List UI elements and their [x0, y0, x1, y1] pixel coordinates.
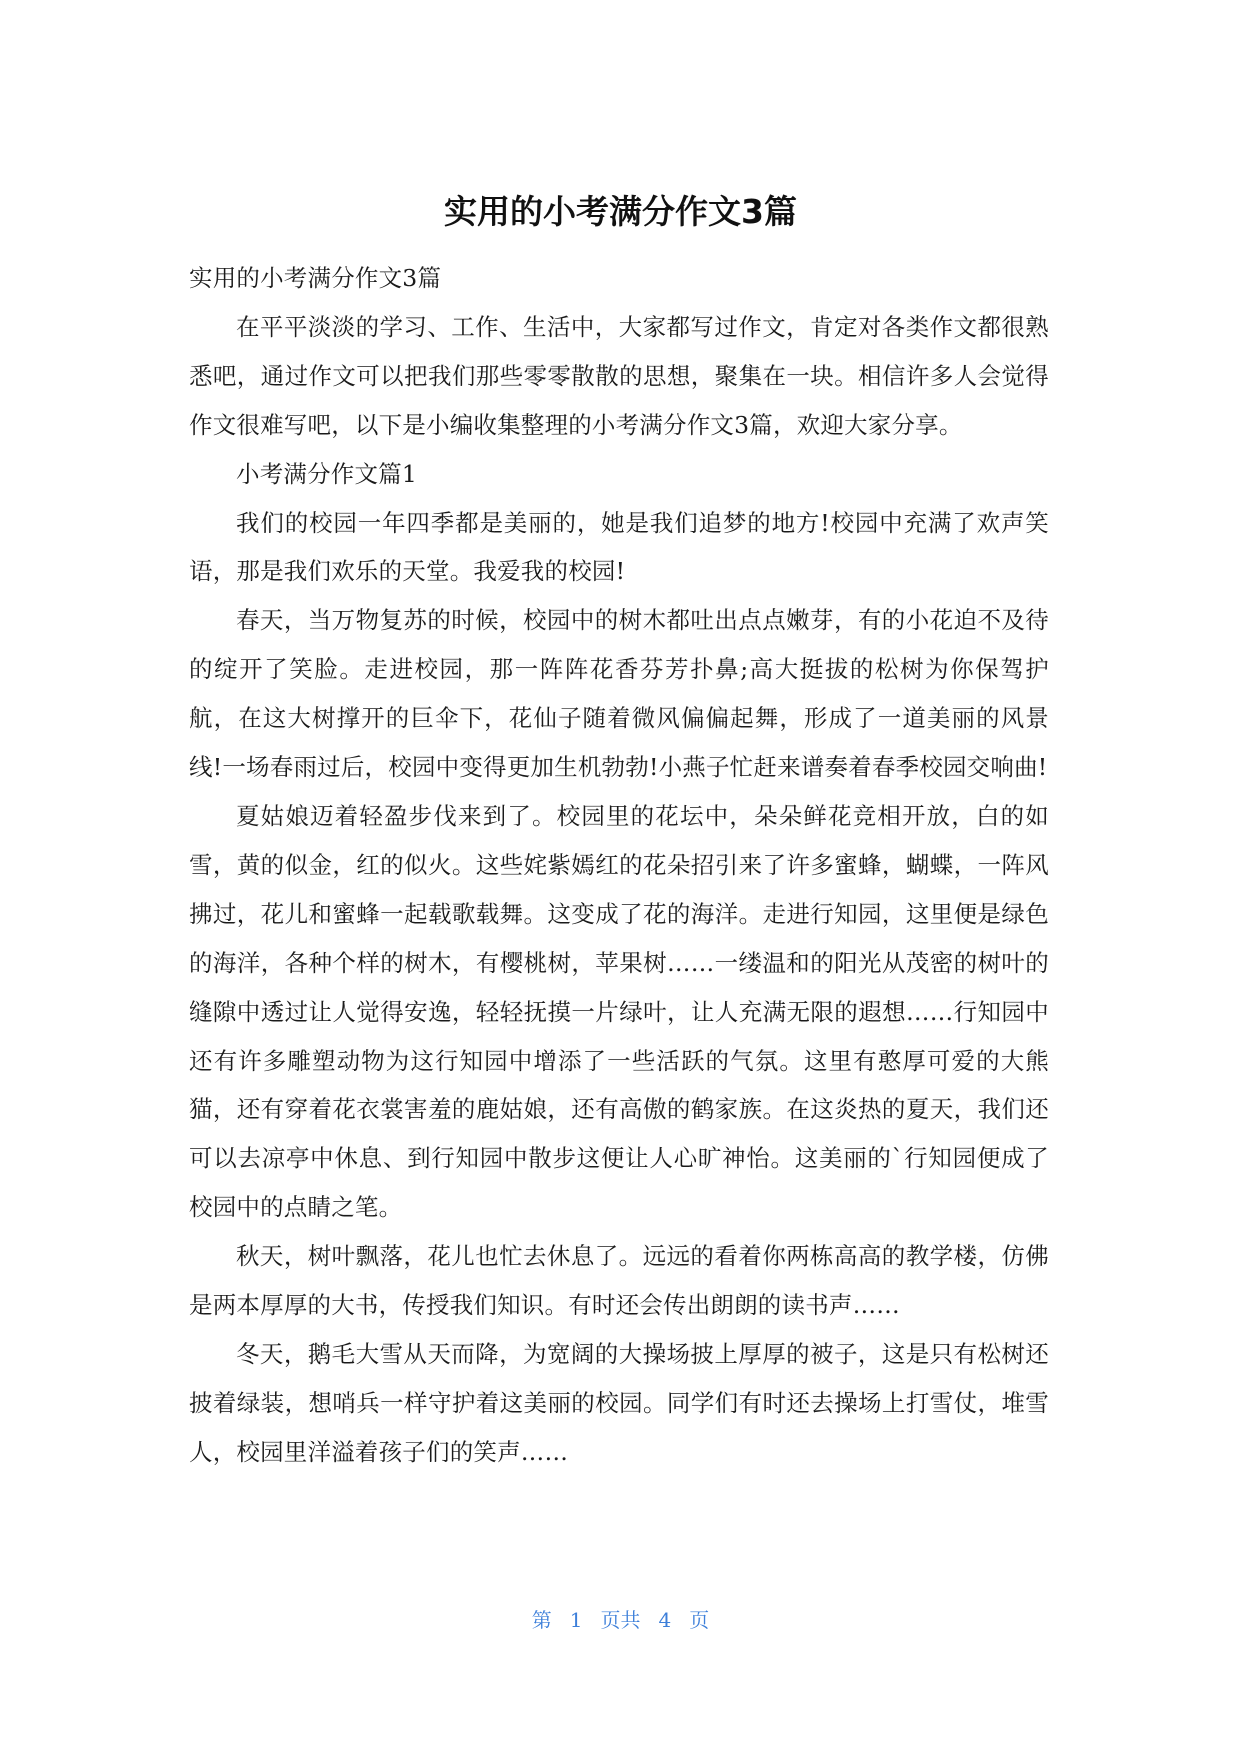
paragraph-winter: 冬天，鹅毛大雪从天而降，为宽阔的大操场披上厚厚的被子，这是只有松树还披着绿装，想哨兵一样守护着这美丽的校园。同学们有时还去操场上打雪仗，堆雪人，校园里洋溢着孩子们的笑声…… [189, 1339, 1049, 1466]
document-body [189, 254, 1049, 1477]
paragraph-subtitle: 实用的小考满分作文3篇 [189, 264, 442, 292]
footer-label-page: 第 [531, 1608, 552, 1632]
document-title: 实用的小考满分作文3篇 [444, 192, 797, 231]
footer-total-pages: 4 [658, 1608, 672, 1632]
section-heading: 小考满分作文篇1 [236, 459, 418, 488]
paragraph-opening: 我们的校园一年四季都是美丽的，她是我们追梦的地方!校园中充满了欢声笑语，那是我们欢乐的天堂。我爱我的校园! [189, 508, 1049, 586]
footer-current-page: 1 [569, 1608, 583, 1632]
footer-label-of: 页共 [600, 1608, 641, 1632]
paragraph-summer: 夏姑娘迈着轻盈步伐来到了。校园里的花坛中，朵朵鲜花竞相开放，白的如雪，黄的似金，红的似火。这些姹紫嫣红的花朵招引来了许多蜜蜂，蝴蝶，一阵风拂过，花儿和蜜蜂一起载歌载舞。这变成了花的海洋。走进行知园，这里便是绿色的海洋，各种个样的树木，有樱桃树，苹果树……一缕温和的阳光从茂密的树叶的缝隙中透过让人觉得安逸，轻轻抚摸一片绿叶，让人充满无限的遐想……行知园中还有许多雕塑动物为这行知园中增添了一些活跃的气氛。这里有憨厚可爱的大熊猫，还有穿着花衣裳害羞的鹿姑娘，还有高傲的鹤家族。在这炎热的夏天，我们还可以去凉亭中休息、到行知园中散步这便让人心旷神怡。这美丽的`行知园便成了校园中的点睛之笔。 [189, 801, 1049, 1222]
footer-label-end: 页 [689, 1608, 710, 1632]
page-footer [0, 1605, 1241, 1635]
paragraph-autumn: 秋天，树叶飘落，花儿也忙去休息了。远远的看着你两栋高高的教学楼，仿佛是两本厚厚的大书，传授我们知识。有时还会传出朗朗的读书声…… [189, 1242, 1049, 1320]
paragraph-spring: 春天，当万物复苏的时候，校园中的树木都吐出点点嫩芽，有的小花迫不及待的绽开了笑脸。走进校园，那一阵阵花香芬芳扑鼻;高大挺拔的松树为你保驾护航，在这大树撑开的巨伞下，花仙子随着微风偏偏起舞，形成了一道美丽的风景线!一场春雨过后，校园中变得更加生机勃勃!小燕子忙赶来谱奏着春季校园交响曲! [189, 606, 1049, 782]
paragraph-intro: 在平平淡淡的学习、工作、生活中，大家都写过作文，肯定对各类作文都很熟悉吧，通过作文可以把我们那些零零散散的思想，聚集在一块。相信许多人会觉得作文很难写吧，以下是小编收集整理的小考满分作文3篇，欢迎大家分享。 [189, 312, 1049, 439]
